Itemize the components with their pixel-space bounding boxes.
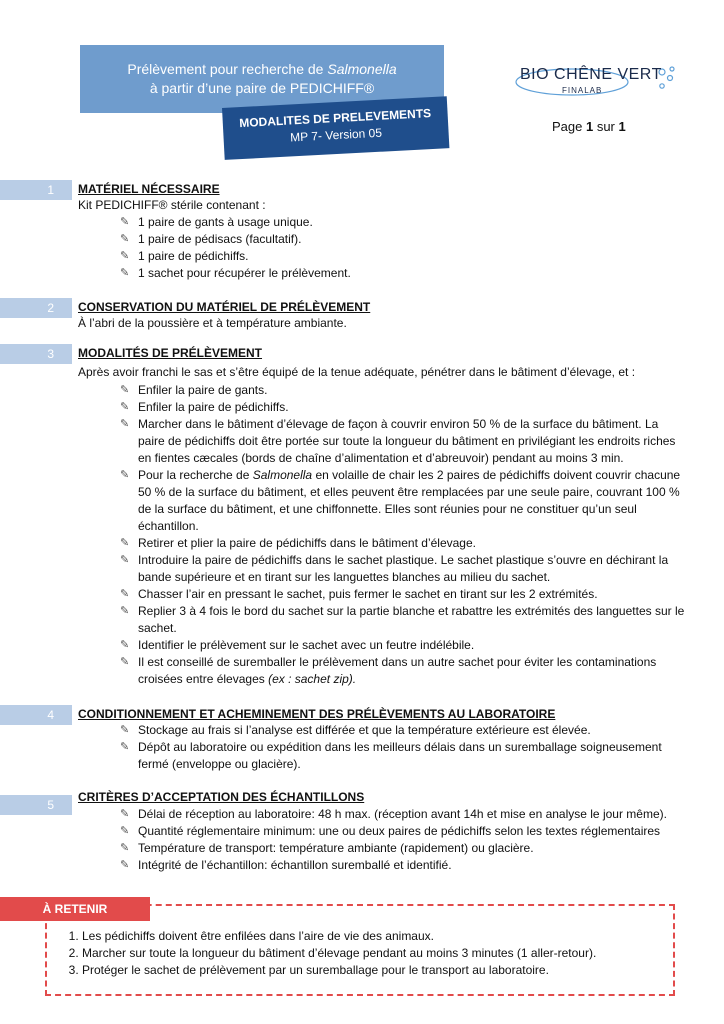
- list-item: ✎ Replier 3 à 4 fois le bord du sachet sur la partie blanche et rabattre les extrémités des languettes sur le sachet.: [120, 604, 685, 635]
- list-item: ✎ Enfiler la paire de pédichiffs.: [120, 400, 289, 414]
- section-number-2: 2: [0, 298, 72, 318]
- modalites-label: MODALITES DE PRELEVEMENTS: [238, 106, 432, 131]
- title-line-1: Prélèvement pour recherche de Salmonella: [127, 61, 397, 77]
- list-item: ✎ 1 sachet pour récupérer le prélèvement.: [120, 266, 351, 280]
- company-logo: [512, 60, 682, 100]
- section-number-1: 1: [0, 180, 72, 200]
- modalites-banner: [222, 96, 449, 160]
- list-item: ✎ 1 paire de gants à usage unique.: [120, 215, 313, 229]
- pencil-icon: ✎: [120, 418, 130, 430]
- list-item: ✎ Identifier le prélèvement sur le sachet avec un feutre indélébile.: [120, 638, 475, 652]
- list-item: ✎ Stockage au frais si l’analyse est différée et que la température extérieure est élevée.: [120, 723, 591, 737]
- section-title-5: CRITÈRES D’ACCEPTATION DES ÉCHANTILLONS: [78, 790, 365, 804]
- list-item: 2. Marcher sur toute la longueur du bâtiment d’élevage pendant au moins 3 minutes (1 aller-retour).: [82, 945, 682, 962]
- pencil-icon: ✎: [120, 859, 130, 871]
- list-item: ✎ Enfiler la paire de gants.: [120, 383, 268, 397]
- logo-text: BIO CHÊNE VERT: [520, 66, 662, 83]
- list-item: ✎ Pour la recherche de Salmonella en volaille de chair les 2 paires de pédichiffs doivent couvrir chacune 50 % de la surface du bâtiment, et elles peuvent être remplacées par une seule paire, couvrant 100 % de la surface du bâtiment, et une chiffonnette. Elles sont réunies pour ne constituer qu’un seul échantillon.: [120, 468, 681, 533]
- section-number-4: 4: [0, 705, 72, 725]
- list-item: ✎ Introduire la paire de pédichiffs dans le sachet plastique. Le sachet plastique s’ouvre en déchirant la bande supérieure et en tirant sur les languettes blanches au milieu du sachet.: [120, 553, 669, 584]
- list-item: ✎ Retirer et plier la paire de pédichiffs dans le bâtiment d’élevage.: [120, 536, 476, 550]
- pencil-icon: ✎: [120, 401, 130, 413]
- section-title-2: CONSERVATION DU MATÉRIEL DE PRÉLÈVEMENT: [78, 300, 371, 314]
- pencil-icon: ✎: [120, 825, 130, 837]
- section-5-list: [120, 806, 685, 874]
- section-title-1: MATÉRIEL NÉCESSAIRE: [78, 182, 220, 196]
- pencil-icon: ✎: [120, 233, 130, 245]
- pencil-icon: ✎: [120, 250, 130, 262]
- list-item: ✎ Chasser l’air en pressant le sachet, puis fermer le sachet en tirant sur les 2 extrémités.: [120, 587, 598, 601]
- list-item: ✎ Dépôt au laboratoire ou expédition dans les meilleurs délais dans un suremballage soigneusement fermé (enveloppe ou glacière).: [120, 740, 662, 771]
- retenir-list: [62, 928, 682, 979]
- list-item: ✎ Quantité réglementaire minimum: une ou deux paires de pédichiffs selon les textes réglementaires: [120, 824, 661, 838]
- version-label: MP 7- Version 05: [289, 125, 383, 145]
- section-1-list: [120, 214, 685, 282]
- pencil-icon: ✎: [120, 537, 130, 549]
- section-title-3: MODALITÉS DE PRÉLÈVEMENT: [78, 346, 263, 360]
- pencil-icon: ✎: [120, 588, 130, 600]
- pencil-icon: ✎: [120, 605, 130, 617]
- pencil-icon: ✎: [120, 741, 130, 753]
- list-item: ✎ 1 paire de pédichiffs.: [120, 249, 249, 263]
- section-4-list: [120, 722, 685, 773]
- pencil-icon: ✎: [120, 384, 130, 396]
- list-item: ✎ Intégrité de l’échantillon: échantillon suremballé et identifié.: [120, 858, 452, 872]
- section-number-5: 5: [0, 795, 72, 815]
- list-item: ✎ Température de transport: température ambiante (rapidement) ou glacière.: [120, 841, 534, 855]
- retenir-label: À RETENIR: [0, 897, 150, 921]
- pencil-icon: ✎: [120, 724, 130, 736]
- pencil-icon: ✎: [120, 469, 130, 481]
- list-item: 1. Les pédichiffs doivent être enfilées dans l’aire de vie des animaux.: [82, 928, 682, 945]
- section-title-4: CONDITIONNEMENT ET ACHEMINEMENT DES PRÉLÈVEMENTS AU LABORATOIRE: [78, 707, 556, 721]
- pencil-icon: ✎: [120, 842, 130, 854]
- pencil-icon: ✎: [120, 554, 130, 566]
- pencil-icon: ✎: [120, 639, 130, 651]
- pencil-icon: ✎: [120, 656, 130, 668]
- list-item: 3. Protéger le sachet de prélèvement par un suremballage pour le transport au laboratoire.: [82, 962, 682, 979]
- logo-subtext: FINALAB: [562, 86, 603, 95]
- page-number: Page 1 sur 1: [552, 119, 626, 134]
- section-3-intro: Après avoir franchi le sas et s’être équipé de la tenue adéquate, pénétrer dans le bâtiment d’élevage, et :: [78, 365, 636, 379]
- section-2-text: À l’abri de la poussière et à température ambiante.: [78, 316, 347, 330]
- section-1-intro: Kit PEDICHIFF® stérile contenant :: [78, 198, 266, 212]
- list-item: ✎ 1 paire de pédisacs (facultatif).: [120, 232, 302, 246]
- list-item: ✎ Délai de réception au laboratoire: 48 h max. (réception avant 14h et mise en analyse le jour même).: [120, 807, 667, 821]
- pencil-icon: ✎: [120, 216, 130, 228]
- list-item: ✎ Marcher dans le bâtiment d’élevage de façon à couvrir environ 50 % de la surface du bâtiment. La paire de pédichiffs doit être portée sur toute la longueur du bâtiment en privilégiant les endroits riches en fientes cæcales (bords de chaîne d’alimentation et d’abreuvoir) pendant au moins 3 min.: [120, 417, 676, 465]
- list-item: ✎ Il est conseillé de suremballer le prélèvement dans un autre sachet pour éviter les contaminations croisées entre élevages (ex : sachet zip).: [120, 655, 657, 686]
- pencil-icon: ✎: [120, 808, 130, 820]
- section-3-list: [120, 382, 685, 688]
- section-number-3: 3: [0, 344, 72, 364]
- pencil-icon: ✎: [120, 267, 130, 279]
- title-line-2: à partir d’une paire de PEDICHIFF®: [149, 80, 375, 96]
